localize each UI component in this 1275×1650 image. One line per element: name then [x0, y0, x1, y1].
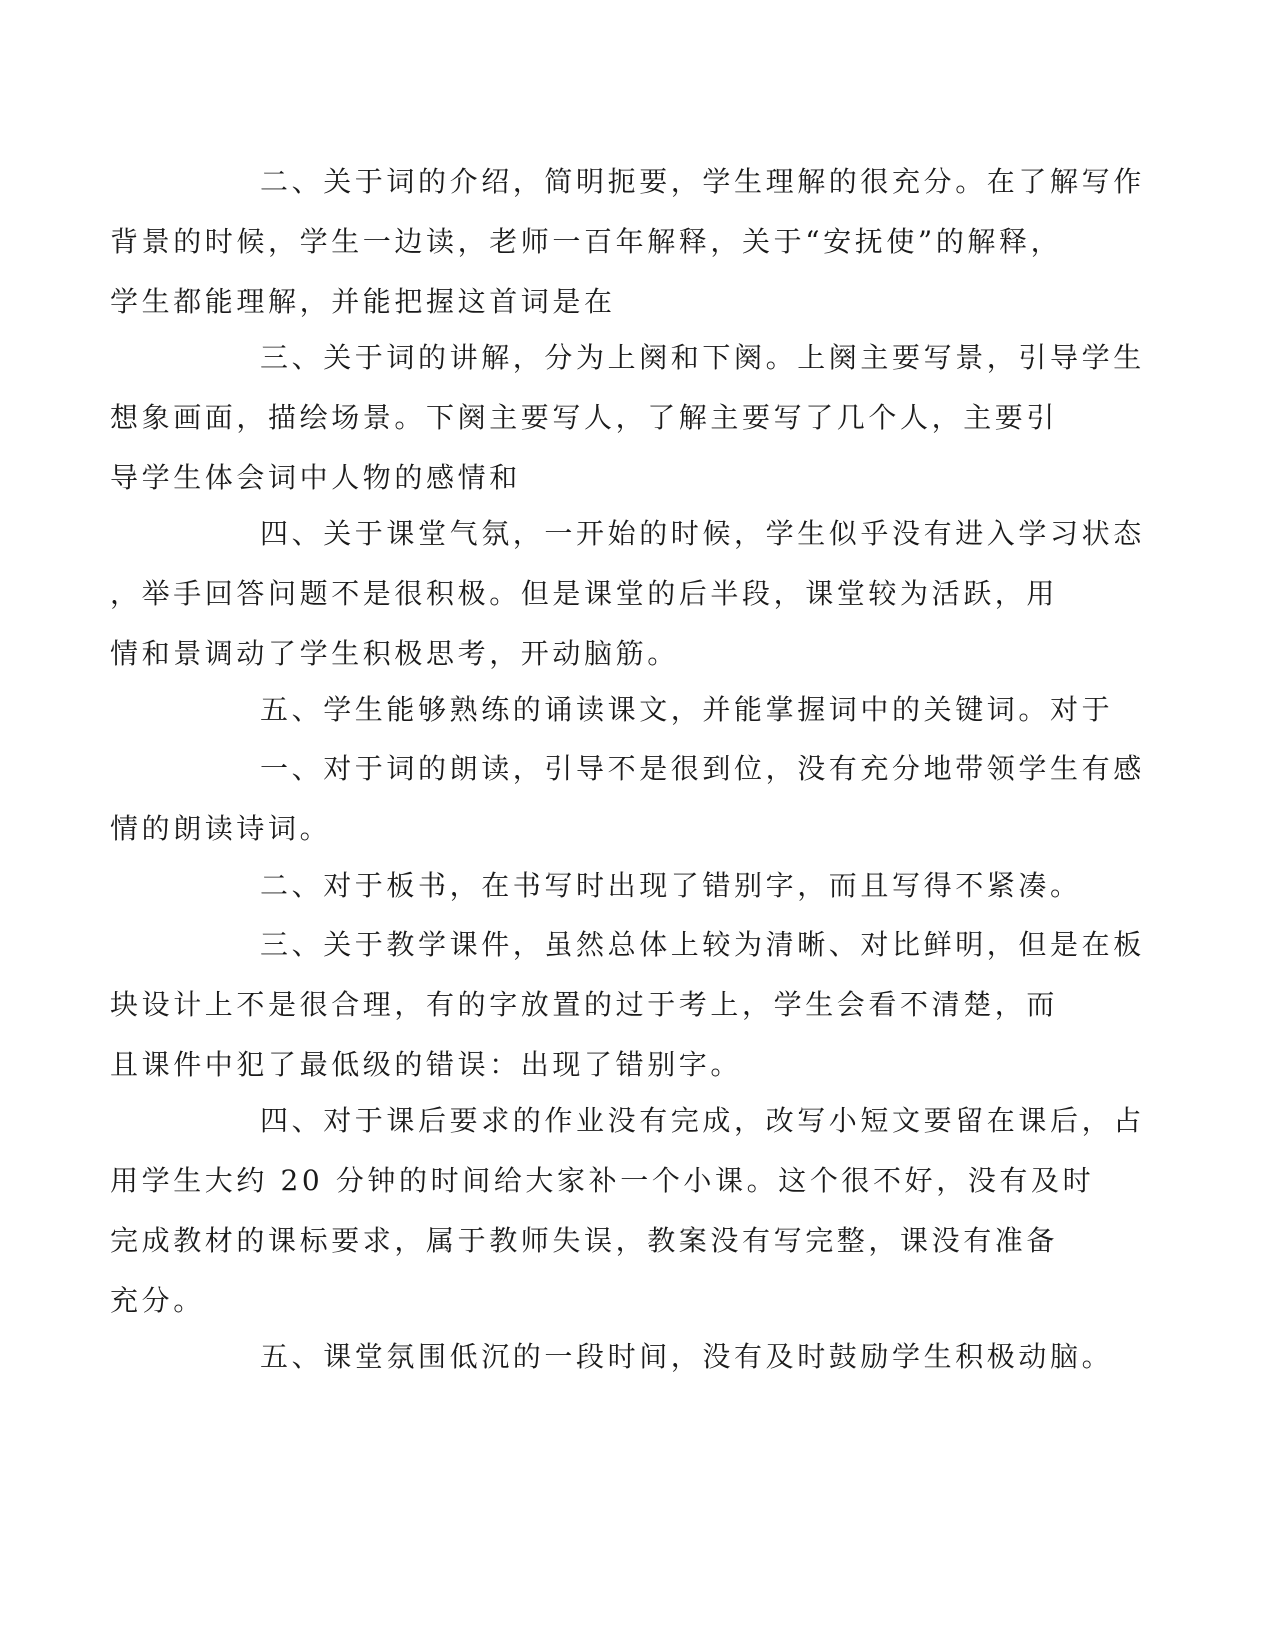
paragraph-homework — [110, 1091, 1145, 1331]
text-line: ，举手回答问题不是很积极。但是课堂的后半段，课堂较为活跃，用 — [110, 577, 1059, 610]
paragraph-blackboard — [185, 856, 1082, 916]
paragraph-word-introduction — [110, 152, 1145, 332]
text-line: 情的朗读诗词。 — [110, 812, 332, 845]
text-line: 三、关于词的讲解，分为上阕和下阕。上阕主要写景，引导学生 — [260, 341, 1145, 374]
text-line: 四、对于课后要求的作业没有完成，改写小短文要留在课后，占 — [260, 1104, 1145, 1137]
text-line: 二、关于词的介绍，简明扼要，学生理解的很充分。在了解写作 — [260, 165, 1145, 198]
text-line: 四、关于课堂气氛，一开始的时候，学生似乎没有进入学习状态 — [260, 517, 1145, 550]
paragraph-word-explanation — [110, 328, 1145, 508]
text-line: 导学生体会词中人物的感情和 — [110, 461, 521, 494]
text-line: 学生都能理解，并能把握这首词是在 — [110, 285, 616, 318]
paragraph-reading-guidance — [110, 739, 1145, 859]
text-line: 用学生大约 20 分钟的时间给大家补一个小课。这个很不好，没有及时 — [110, 1164, 1095, 1197]
text-line: 完成教材的课标要求，属于教师失误，教案没有写完整，课没有准备 — [110, 1224, 1059, 1257]
text-line: 五、学生能够熟练的诵读课文，并能掌握词中的关键词。对于 — [260, 693, 1114, 726]
paragraph-recitation — [185, 680, 1114, 740]
text-line: 块设计上不是很合理，有的字放置的过于考上，学生会看不清楚，而 — [110, 988, 1059, 1021]
paragraph-courseware — [110, 915, 1145, 1095]
text-line: 想象画面，描绘场景。下阕主要写人，了解主要写了几个人，主要引 — [110, 401, 1059, 434]
text-line: 且课件中犯了最低级的错误：出现了错别字。 — [110, 1048, 743, 1081]
text-line: 情和景调动了学生积极思考，开动脑筋。 — [110, 637, 679, 670]
text-line: 五、课堂氛围低沉的一段时间，没有及时鼓励学生积极动脑。 — [260, 1340, 1114, 1373]
text-line: 三、关于教学课件，虽然总体上较为清晰、对比鲜明，但是在板 — [260, 928, 1145, 961]
paragraph-low-atmosphere — [185, 1327, 1114, 1387]
text-line: 二、对于板书，在书写时出现了错别字，而且写得不紧凑。 — [260, 869, 1082, 902]
text-line: 充分。 — [110, 1284, 205, 1317]
text-line: 背景的时候，学生一边读，老师一百年解释，关于“安抚使”的解释， — [110, 225, 1063, 258]
text-line: 一、对于词的朗读，引导不是很到位，没有充分地带领学生有感 — [260, 752, 1145, 785]
paragraph-classroom-atmosphere — [110, 504, 1145, 684]
